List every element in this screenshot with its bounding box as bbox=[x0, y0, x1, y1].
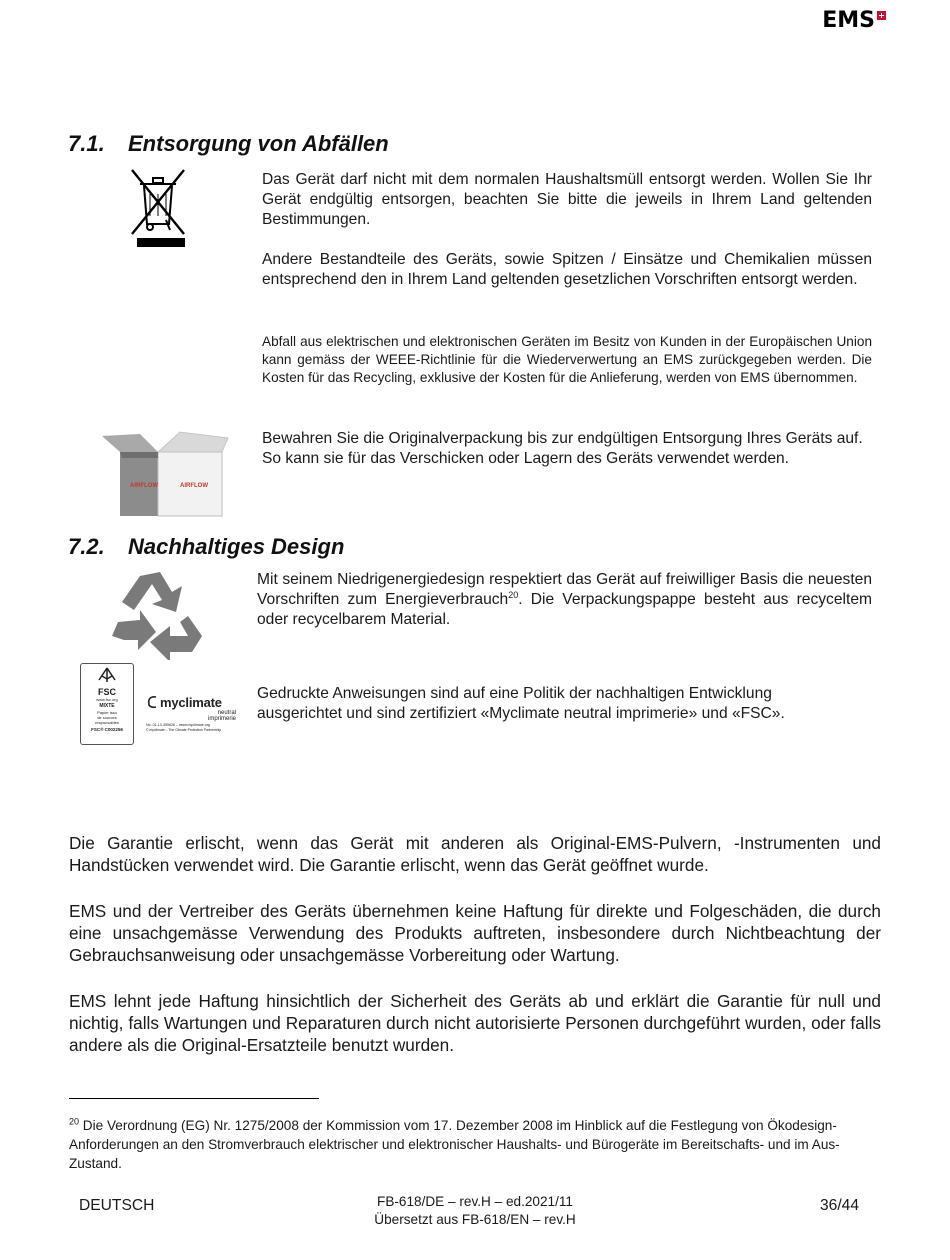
section-7-2-paragraph-1 bbox=[257, 570, 872, 630]
footer-language: DEUTSCH bbox=[79, 1197, 155, 1214]
section-7-2-heading bbox=[68, 534, 344, 560]
footnote-number: 20 bbox=[69, 1116, 80, 1127]
section-7-1-paragraph-2: Andere Bestandteile des Geräts, sowie Spitzen / Einsätze und Chemikalien müssen entsprechend den in Ihrem Land geltenden gesetzlichen Vorschriften entsorgt werden. bbox=[262, 251, 872, 288]
box-label-right: AIRFLOW bbox=[180, 483, 208, 489]
warranty-paragraph-2: EMS und der Vertreiber des Geräts übernehmen keine Haftung für direkte und Folgeschäden, die durch eine unsachgemässe Verwendung des Produkts auftreten, insbesondere durch Nichtbeachtung der Gebrauchsanweisung oder unsachgemässe Vorbereitung oder Wartung. bbox=[69, 901, 881, 965]
fsc-url: www.fsc.org bbox=[96, 697, 118, 702]
myclimate-label bbox=[146, 694, 236, 746]
swiss-cross-icon bbox=[877, 11, 886, 20]
footer-doc-info bbox=[330, 1193, 620, 1229]
section-7-1-paragraph-4: Bewahren Sie die Originalverpackung bis zur endgültigen Entsorgung Ihres Geräts auf. So kann sie für das Verschicken oder Lagern des Geräts verwendet werden. bbox=[262, 430, 863, 467]
fsc-line-1: Papier issu bbox=[97, 710, 117, 715]
fsc-mixte: MIXTE bbox=[99, 703, 115, 709]
fsc-label bbox=[80, 663, 134, 745]
fsc-line-2: de sources bbox=[97, 715, 117, 720]
footnote-body: Die Verordnung (EG) Nr. 1275/2008 der Kommission vom 17. Dezember 2008 im Hinblick auf die Festlegung von Ökodesign-Anforderungen an den Stromverbrauch elektrischer und elektronischer Haushalts- und Bürogeräte im Bereitschafts- und im Aus-Zustand. bbox=[69, 1118, 840, 1171]
myclimate-brand: myclimate bbox=[160, 694, 222, 710]
section-7-2-paragraph-2: Gedruckte Anweisungen sind auf eine Politik der nachhaltigen Entwicklung ausgerichtet und sind zertifiziert «Myclimate neutral imprimerie» und «FSC». bbox=[257, 685, 785, 722]
section-7-1-paragraph-3: Abfall aus elektrischen und elektronischen Geräten im Besitz von Kunden in der Europäischen Union kann gemäss der WEEE-Richtlinie für die Wiederverwertung an EMS zurückgegeben werden. Die Kosten für das Recycling, exklusive der Kosten für die Anlieferung, werden von EMS übernommen. bbox=[262, 334, 872, 385]
myclimate-sub-2: imprimerie bbox=[207, 716, 236, 722]
warranty-paragraph-1: Die Garantie erlischt, wenn das Gerät mit anderen als Original-EMS-Pulvern, -Instrumenten und Handstücken verwendet wird. Die Garantie erlischt, wenn das Gerät geöffnet wurde. bbox=[69, 833, 881, 875]
footer-page-number: 36/44 bbox=[820, 1197, 860, 1214]
section-number: 7.1. bbox=[68, 131, 105, 156]
myclimate-sub-1: neutral bbox=[217, 710, 236, 716]
fsc-line-3: responsables bbox=[95, 720, 119, 725]
packaging-box-image bbox=[100, 430, 230, 518]
footer-doc-line-1: FB-618/DE – rev.H – ed.2021/11 bbox=[377, 1194, 573, 1209]
paragraph-text-before: Mit seinem Niedrigenergiedesign respektiert das Gerät auf freiwilliger Basis die neuesten Vorschriften zum Energieverbrauch bbox=[257, 571, 872, 608]
footnote-reference[interactable]: 20 bbox=[508, 589, 519, 600]
myclimate-cloud-icon bbox=[146, 694, 160, 710]
paragraph-text-after: . Die Verpackungspappe besteht aus recyceltem oder recycelbarem Material. bbox=[257, 591, 872, 628]
section-title: Nachhaltiges Design bbox=[128, 534, 345, 559]
footnote-separator bbox=[69, 1098, 319, 1099]
section-number: 7.2. bbox=[68, 534, 105, 559]
recycling-icon bbox=[110, 570, 206, 660]
fsc-tree-icon bbox=[96, 667, 118, 683]
warranty-paragraph-3: EMS lehnt jede Haftung hinsichtlich der Sicherheit des Geräts ab und erklärt die Garantie für null und nichtig, falls Wartungen und Reparaturen durch nicht autorisierte Personen durchgeführt wurden, oder falls andere als die Original-Ersatzteile benutzt wurden. bbox=[69, 991, 881, 1055]
logo-text: EMS bbox=[822, 8, 875, 33]
footnote-text bbox=[69, 1116, 869, 1173]
section-title: Entsorgung von Abfällen bbox=[128, 131, 389, 156]
footer-doc-line-2: Übersetzt aus FB-618/EN – rev.H bbox=[374, 1212, 576, 1227]
ems-logo bbox=[822, 8, 886, 33]
box-label-left: AIRFLOW bbox=[130, 483, 158, 489]
section-7-1-heading bbox=[68, 131, 389, 157]
myclimate-fine-1: No. 01-13-359826 – www.myclimate.org bbox=[146, 723, 210, 727]
section-7-1-paragraph-1: Das Gerät darf nicht mit dem normalen Haushaltsmüll entsorgt werden. Wollen Sie Ihr Gerät endgültig entsorgen, beachten Sie bitte die jeweils in Ihrem Land geltenden Bestimmungen. bbox=[262, 171, 872, 228]
myclimate-fine-2: © myclimate – The Climate Protection Partnership bbox=[146, 728, 222, 732]
fsc-code: FSC® C002256 bbox=[91, 727, 123, 732]
weee-bin-icon bbox=[128, 164, 190, 254]
fsc-text: FSC bbox=[98, 687, 116, 697]
